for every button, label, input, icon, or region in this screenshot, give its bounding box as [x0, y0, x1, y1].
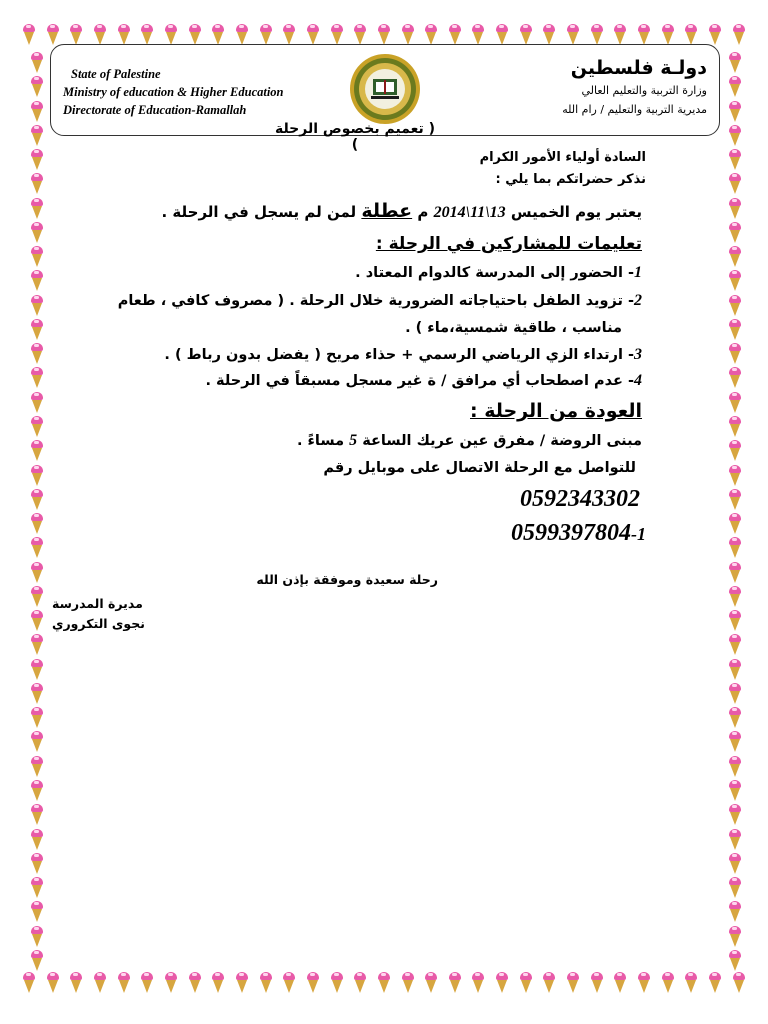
ice-cream-icon: [22, 24, 36, 46]
ice-cream-icon: [30, 222, 44, 244]
ice-cream-icon: [728, 610, 742, 632]
ice-cream-icon: [728, 270, 742, 292]
ice-cream-icon: [728, 731, 742, 753]
ice-cream-icon: [728, 853, 742, 875]
ice-cream-icon: [684, 24, 698, 46]
ice-cream-icon: [30, 295, 44, 317]
ice-cream-icon: [728, 707, 742, 729]
ice-cream-icon: [164, 24, 178, 46]
ice-cream-icon: [566, 972, 580, 994]
ice-cream-icon: [330, 972, 344, 994]
ice-cream-icon: [188, 24, 202, 46]
ice-cream-icon: [613, 24, 627, 46]
ice-cream-icon: [728, 877, 742, 899]
ice-cream-icon: [117, 24, 131, 46]
ice-cream-icon: [728, 829, 742, 851]
ice-cream-icon: [30, 246, 44, 268]
ice-cream-icon: [188, 972, 202, 994]
ice-cream-icon: [728, 756, 742, 778]
ice-cream-icon: [69, 24, 83, 46]
ice-cream-icon: [684, 972, 698, 994]
border-left: [30, 52, 56, 972]
ice-cream-icon: [637, 24, 651, 46]
ice-cream-icon: [235, 24, 249, 46]
ice-cream-icon: [471, 24, 485, 46]
ice-cream-icon: [401, 24, 415, 46]
border-bottom: [22, 972, 746, 998]
ice-cream-icon: [728, 465, 742, 487]
en-state: State of Palestine: [71, 67, 161, 81]
ice-cream-icon: [30, 173, 44, 195]
ice-cream-icon: [259, 24, 273, 46]
ice-cream-icon: [728, 901, 742, 923]
ice-cream-icon: [590, 972, 604, 994]
ice-cream-icon: [566, 24, 580, 46]
ice-cream-icon: [542, 24, 556, 46]
ice-cream-icon: [30, 270, 44, 292]
ice-cream-icon: [448, 24, 462, 46]
ice-cream-icon: [448, 972, 462, 994]
ice-cream-icon: [30, 440, 44, 462]
ice-cream-icon: [30, 343, 44, 365]
ice-cream-icon: [590, 24, 604, 46]
ice-cream-icon: [164, 972, 178, 994]
ice-cream-icon: [661, 24, 675, 46]
instruction-item: 4- عدم اصطحاب أي مرافق / ة غير مسجل مسبقاً في الرحلة .: [205, 372, 642, 389]
ice-cream-icon: [728, 683, 742, 705]
ice-cream-icon: [495, 24, 509, 46]
ice-cream-icon: [330, 24, 344, 46]
ice-cream-icon: [211, 972, 225, 994]
phone-number-2: 0599397804-1: [511, 520, 646, 546]
ice-cream-icon: [353, 972, 367, 994]
ice-cream-icon: [728, 950, 742, 972]
ice-cream-icon: [30, 465, 44, 487]
ice-cream-icon: [282, 972, 296, 994]
ice-cream-icon: [93, 972, 107, 994]
instruction-item: 1- الحضور إلى المدرسة كالدوام المعتاد .: [355, 264, 642, 281]
ice-cream-icon: [30, 52, 44, 74]
ice-cream-icon: [140, 972, 154, 994]
ice-cream-icon: [46, 972, 60, 994]
ice-cream-icon: [637, 972, 651, 994]
ice-cream-icon: [401, 972, 415, 994]
return-place: مبنى الروضة / مفرق عين عريك الساعة 5 مساءً .: [296, 432, 642, 449]
ice-cream-icon: [30, 125, 44, 147]
ice-cream-icon: [30, 101, 44, 123]
holiday-date: 13\11\2014: [433, 204, 506, 221]
ice-cream-icon: [495, 972, 509, 994]
ice-cream-icon: [728, 440, 742, 462]
ice-cream-icon: [424, 24, 438, 46]
ar-ministry: وزارة التربية والتعليم العالي: [581, 84, 707, 97]
ice-cream-icon: [282, 24, 296, 46]
ice-cream-icon: [259, 972, 273, 994]
ice-cream-icon: [30, 76, 44, 98]
instruction-item-continued: مناسب ، طاقية شمسية،ماء ) .: [405, 320, 622, 336]
ice-cream-icon: [542, 972, 556, 994]
ice-cream-icon: [613, 972, 627, 994]
ice-cream-icon: [519, 972, 533, 994]
border-right: [728, 52, 754, 972]
ice-cream-icon: [30, 659, 44, 681]
ice-cream-icon: [728, 101, 742, 123]
ice-cream-icon: [30, 367, 44, 389]
ice-cream-icon: [728, 634, 742, 656]
ice-cream-icon: [30, 610, 44, 632]
ice-cream-icon: [30, 489, 44, 511]
holiday-line: [162, 200, 642, 222]
ice-cream-icon: [30, 562, 44, 584]
contact-line: للتواصل مع الرحلة الاتصال على موبايل رقم: [323, 460, 636, 476]
ice-cream-icon: [30, 537, 44, 559]
ice-cream-icon: [30, 804, 44, 826]
ice-cream-icon: [30, 149, 44, 171]
ice-cream-icon: [211, 24, 225, 46]
ice-cream-icon: [69, 972, 83, 994]
ice-cream-icon: [306, 24, 320, 46]
ice-cream-icon: [728, 173, 742, 195]
ice-cream-icon: [377, 24, 391, 46]
return-title: العودة من الرحلة :: [470, 400, 642, 422]
ice-cream-icon: [728, 125, 742, 147]
ice-cream-icon: [728, 343, 742, 365]
ice-cream-icon: [728, 562, 742, 584]
ice-cream-icon: [30, 756, 44, 778]
holiday-after: لمن لم يسجل في الرحلة .: [161, 203, 357, 221]
instruction-item: 3- ارتداء الزي الرياضي الرسمي + حذاء مريح ( يفضل بدون رباط ) .: [164, 346, 642, 363]
ice-cream-icon: [30, 926, 44, 948]
ice-cream-icon: [728, 246, 742, 268]
ice-cream-icon: [728, 659, 742, 681]
ice-cream-icon: [30, 950, 44, 972]
ice-cream-icon: [728, 198, 742, 220]
ice-cream-icon: [728, 780, 742, 802]
closing-wish: رحلة سعيدة وموفقة بإذن الله: [256, 572, 438, 587]
ice-cream-icon: [728, 76, 742, 98]
ice-cream-icon: [519, 24, 533, 46]
ice-cream-icon: [728, 416, 742, 438]
ice-cream-icon: [22, 972, 36, 994]
holiday-m: م: [417, 203, 429, 221]
holiday-word: عطلة: [361, 200, 413, 222]
ar-directorate: مديرية التربية والتعليم / رام الله: [562, 103, 707, 116]
en-directorate: Directorate of Education-Ramallah: [63, 103, 247, 117]
ice-cream-icon: [471, 972, 485, 994]
ice-cream-icon: [708, 24, 722, 46]
signature-title: مديرة المدرسة: [52, 596, 143, 611]
ice-cream-icon: [93, 24, 107, 46]
ice-cream-icon: [728, 513, 742, 535]
en-ministry: Ministry of education & Higher Education: [63, 85, 284, 99]
ice-cream-icon: [235, 972, 249, 994]
ice-cream-icon: [30, 319, 44, 341]
ice-cream-icon: [30, 416, 44, 438]
ice-cream-icon: [30, 731, 44, 753]
ice-cream-icon: [30, 634, 44, 656]
greeting: السادة أولياء الأمور الكرام: [479, 150, 646, 165]
ice-cream-icon: [732, 24, 746, 46]
ice-cream-icon: [728, 926, 742, 948]
ice-cream-icon: [306, 972, 320, 994]
ice-cream-icon: [377, 972, 391, 994]
ice-cream-icon: [728, 586, 742, 608]
ice-cream-icon: [728, 149, 742, 171]
ice-cream-icon: [30, 707, 44, 729]
ice-cream-icon: [732, 972, 746, 994]
circular-heading: ( تعميم بخصوص الرحلة ): [274, 121, 436, 153]
instructions-title: تعليمات للمشاركين في الرحلة :: [375, 234, 642, 254]
ice-cream-icon: [728, 489, 742, 511]
ice-cream-icon: [30, 829, 44, 851]
signature-name: نجوى التكروري: [52, 616, 145, 631]
english-letterhead: [63, 65, 284, 119]
ice-cream-icon: [30, 586, 44, 608]
ice-cream-icon: [140, 24, 154, 46]
ice-cream-icon: [424, 972, 438, 994]
ice-cream-icon: [30, 780, 44, 802]
ice-cream-icon: [728, 804, 742, 826]
ice-cream-icon: [728, 222, 742, 244]
ice-cream-icon: [661, 972, 675, 994]
phone-number-1: 0592343302: [520, 486, 640, 512]
ministry-seal-icon: [349, 53, 421, 125]
instruction-item: 2- تزويد الطفل باحتياجاته الضرورية خلال الرحلة . ( مصروف كافي ، طعام: [117, 292, 642, 309]
ice-cream-icon: [30, 198, 44, 220]
ice-cream-icon: [46, 24, 60, 46]
ice-cream-icon: [728, 537, 742, 559]
ice-cream-icon: [353, 24, 367, 46]
arabic-letterhead: [562, 55, 707, 119]
ice-cream-icon: [30, 392, 44, 414]
ice-cream-icon: [728, 392, 742, 414]
ice-cream-icon: [728, 367, 742, 389]
ice-cream-icon: [30, 513, 44, 535]
reminder: نذكر حضراتكم بما يلي :: [495, 172, 646, 187]
holiday-before: يعتبر يوم الخميس: [510, 203, 642, 221]
ice-cream-icon: [728, 319, 742, 341]
ice-cream-icon: [728, 52, 742, 74]
ice-cream-icon: [30, 901, 44, 923]
ice-cream-icon: [30, 877, 44, 899]
ice-cream-icon: [728, 295, 742, 317]
ice-cream-icon: [708, 972, 722, 994]
ice-cream-icon: [30, 683, 44, 705]
ar-state: دولـة فلسطين: [570, 57, 707, 79]
ice-cream-icon: [30, 853, 44, 875]
ice-cream-icon: [117, 972, 131, 994]
